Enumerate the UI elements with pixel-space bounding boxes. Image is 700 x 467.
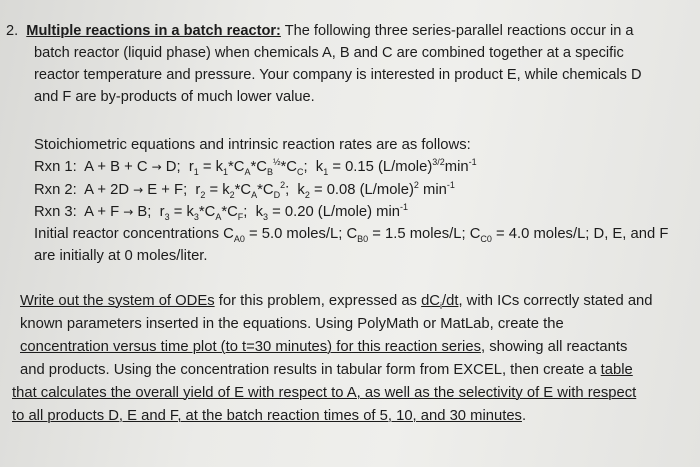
initial-conc-line-1: Initial reactor concentrations $C_{A0} = 5.0$ moles/L; $C_{B0} = 1.5$ moles/L; $C_{C0} = 4.0$ moles/L; D, E, and F bbox=[34, 226, 669, 244]
initial-conc-line-2: are initially at 0 moles/liter. bbox=[34, 248, 208, 264]
task-text-3b: , showing all reactants bbox=[480, 339, 628, 355]
problem-number: 2. bbox=[6, 23, 19, 39]
task-text-1f: , with ICs correctly stated and bbox=[458, 293, 653, 309]
problem-intro-line-2: batch reactor (liquid phase) when chemicals A, B and C are combined together at a specific bbox=[34, 45, 624, 61]
task-odes-underlined: Write out the system of ODEs bbox=[20, 293, 215, 309]
task-period: . bbox=[521, 408, 527, 424]
problem-intro-line-3: reactor temperature and pressure. Your company is interested in product E, while chemicals D bbox=[34, 67, 642, 83]
task-line-2: known parameters inserted in the equations. Using PolyMath or MatLab, create the bbox=[20, 316, 564, 332]
task-line-3 bbox=[20, 338, 627, 356]
task-dcdt bbox=[421, 293, 458, 309]
task-dt: /dt bbox=[441, 293, 459, 309]
task-line-4 bbox=[20, 361, 633, 379]
task-dc: dC bbox=[421, 293, 440, 309]
task-line-6 bbox=[12, 407, 526, 425]
task-table-underlined: table bbox=[600, 362, 633, 378]
task-text-4a: and products. Using the concentration results in tabular form from EXCEL, then create a bbox=[20, 362, 601, 378]
task-line-5 bbox=[12, 384, 636, 402]
problem-intro-line-1 bbox=[6, 22, 634, 40]
task-plot-underlined: concentration versus time plot (to t=30 minutes) for this reaction series bbox=[20, 339, 481, 355]
task-selectivity-underlined: to all products D, E and F, at the batch reaction times of 5, 10, and 30 minutes bbox=[12, 408, 522, 424]
problem-intro-line-4: and F are by-products of much lower value. bbox=[34, 89, 315, 105]
task-yield-underlined: that calculates the overall yield of E with respect to A, as well as the selectivity of E with respect bbox=[12, 385, 637, 401]
task-i-sub: i bbox=[439, 300, 442, 311]
rxn3-line: Rxn 3: A + F → B; $r_3 = k_3*C_A*C_F$; $k_3 = 0.20$ (L/mole) $\min^{-1}$ bbox=[34, 202, 409, 222]
rxn2-line: Rxn 2: A + 2D → E + F; $r_2 = k_2*C_A*C_D^2$; $k_2 = 0.08$ (L/mole)$^2$ $\min^{-1}$ bbox=[34, 180, 455, 200]
rxn1-line: Rxn 1: A + B + C → D; $r_1 = k_1*C_A*C_B^{\frac{1}{2}}*C_C$; $k_1 = 0.15$ $(L/mole)^{3/2}\min^{-1}$ bbox=[34, 157, 477, 177]
stoich-heading: Stoichiometric equations and intrinsic reaction rates are as follows: bbox=[34, 137, 471, 153]
problem-title: Multiple reactions in a batch reactor: bbox=[26, 23, 281, 39]
intro-text-1: The following three series-parallel reactions occur in a bbox=[280, 23, 634, 39]
task-text-1b: for this problem, expressed as bbox=[214, 293, 422, 309]
task-line-1 bbox=[20, 292, 653, 310]
